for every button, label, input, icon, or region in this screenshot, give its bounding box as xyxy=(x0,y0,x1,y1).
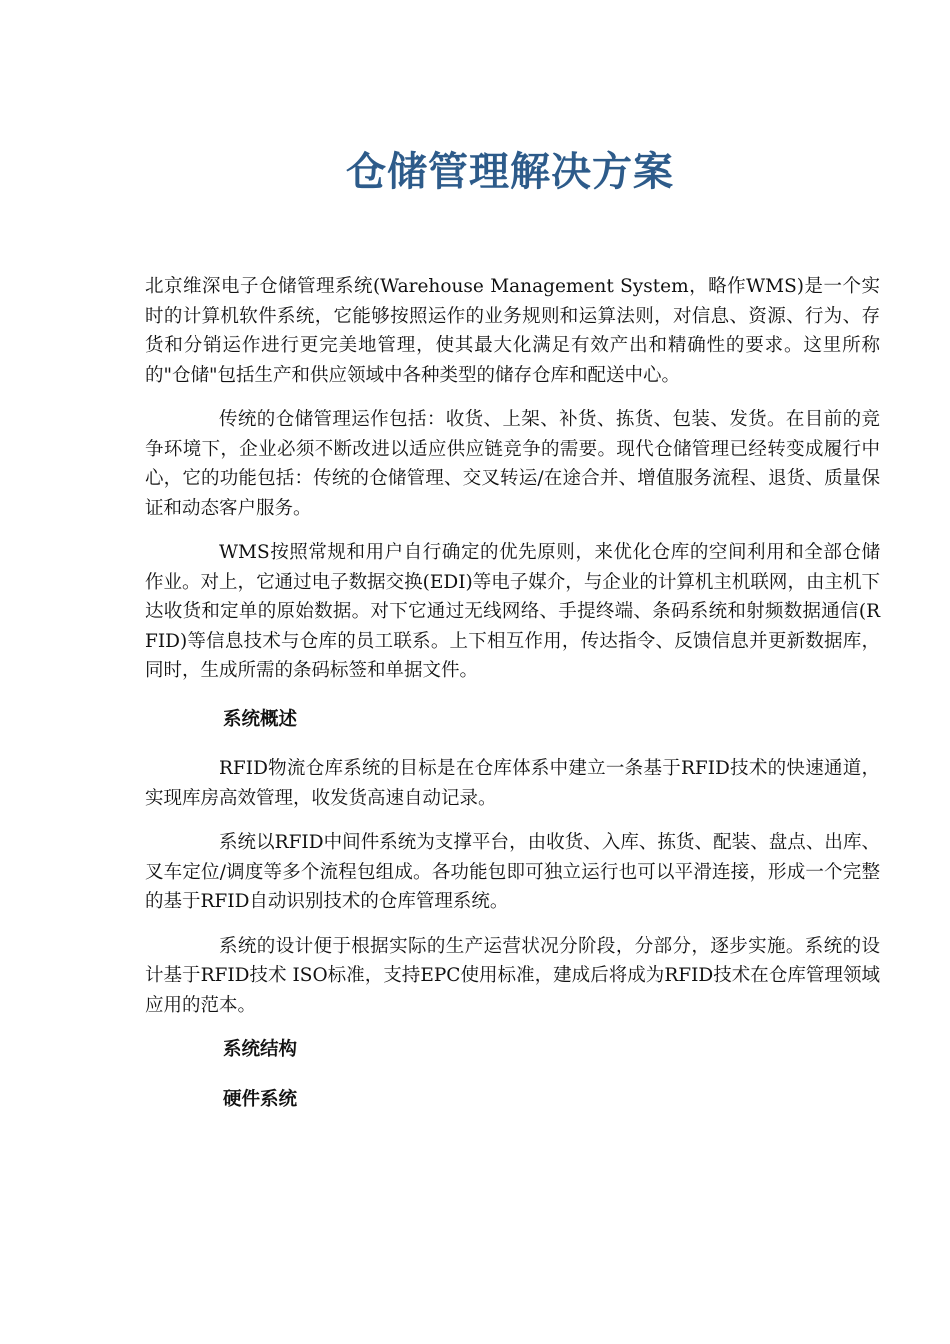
rfid-goal-paragraph: RFID物流仓库系统的目标是在仓库体系中建立一条基于RFID技术的快速通道，实现库房高效管理，收发货高速自动记录。 xyxy=(145,758,880,809)
document-body xyxy=(145,272,880,1134)
middleware-paragraph: 系统以RFID中间件系统为支撑平台，由收货、入库、拣货、配装、盘点、出库、叉车定位/调度等多个流程包组成。各功能包即可独立运行也可以平滑连接，形成一个完整的基于RFID自动识别技术的仓库管理系统。 xyxy=(145,832,880,912)
traditional-warehouse-paragraph: 传统的仓储管理运作包括：收货、上架、补货、拣货、包装、发货。在目前的竞争环境下，企业必须不断改进以适应供应链竞争的需要。现代仓储管理已经转变成履行中心，它的功能包括：传统的仓储管理、交叉转运/在途合并、增值服务流程、退货、质量保证和动态客户服务。 xyxy=(145,409,880,519)
wms-optimization-paragraph: WMS按照常规和用户自行确定的优先原则，来优化仓库的空间利用和全部仓储作业。对上，它通过电子数据交换(EDI)等电子媒介，与企业的计算机主机联网，由主机下达收货和定单的原始数据。对下它通过无线网络、手提终端、条码系统和射频数据通信(RFID)等信息技术与仓库的员工联系。上下相互作用，传达指令、反馈信息并更新数据库，同时，生成所需的条码标签和单据文件。 xyxy=(145,542,880,681)
section-heading-hardware: 硬件系统 xyxy=(223,1088,298,1110)
section-heading-overview: 系统概述 xyxy=(223,708,298,730)
document-title: 仓储管理解决方案 xyxy=(346,148,674,195)
intro-paragraph: 北京维深电子仓储管理系统(Warehouse Management System，略作WMS)是一个实时的计算机软件系统，它能够按照运作的业务规则和运算法则，对信息、资源、行为、存货和分销运作进行更完美地管理，使其最大化满足有效产出和精确性的要求。这里所称的"仓储"包括生产和供应领域中各种类型的储存仓库和配送中心。 xyxy=(145,276,880,386)
section-heading-structure: 系统结构 xyxy=(223,1039,298,1060)
system-design-paragraph: 系统的设计便于根据实际的生产运营状况分阶段，分部分，逐步实施。系统的设计基于RFID技术 ISO标准，支持EPC使用标准，建成后将成为RFID技术在仓库管理领域应用的范本。 xyxy=(145,935,880,1016)
